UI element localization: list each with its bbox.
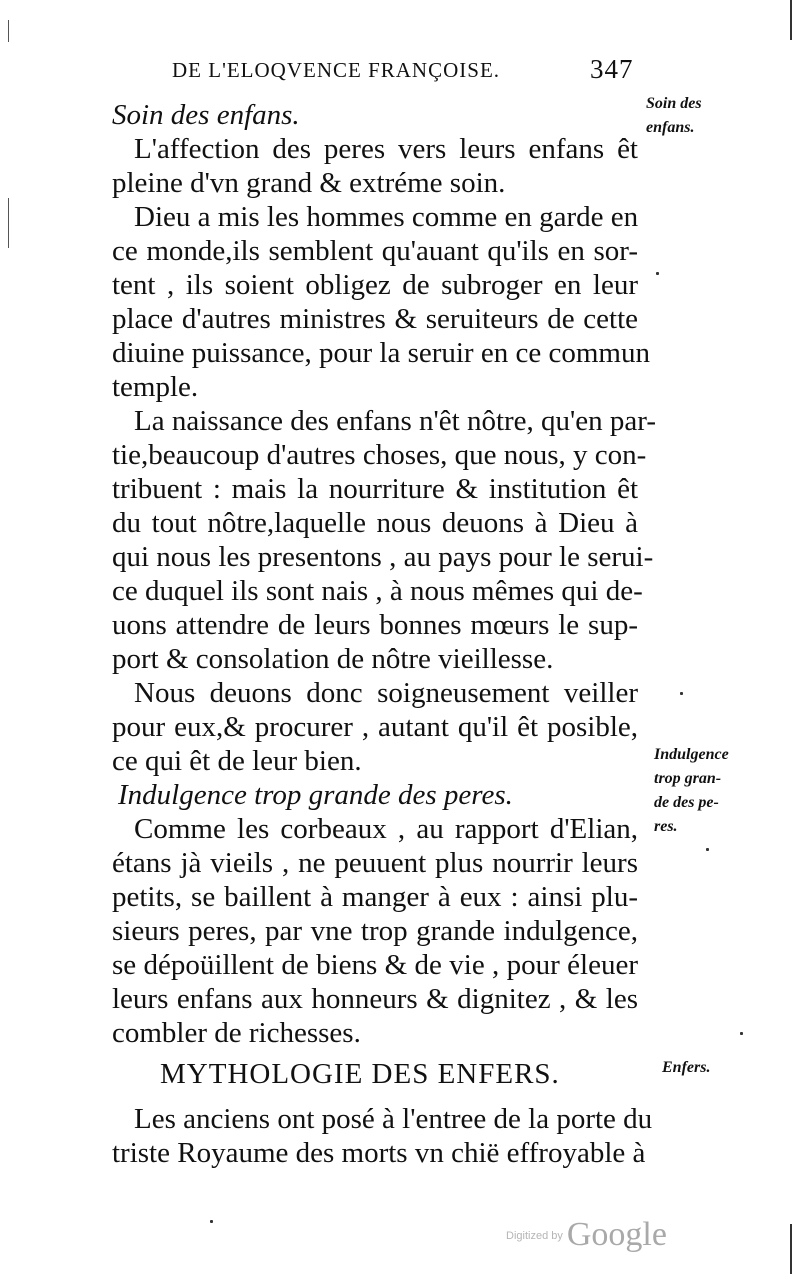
margin-note-line: Enfers. <box>662 1059 711 1076</box>
margin-note-line: enfans. <box>646 119 695 136</box>
text-line: place d'autres ministres & seruiteurs de cette <box>112 303 638 335</box>
text-line: diuine puissance, pour la seruir en ce commun <box>112 337 650 369</box>
margin-note-indulgence <box>654 743 729 839</box>
google-logo: Google <box>566 1216 667 1253</box>
running-head <box>172 54 634 84</box>
ink-speck <box>680 692 683 695</box>
text-line: sieurs peres, par vne trop grande indulgence, <box>112 915 638 947</box>
text-line: du tout nôtre,laquelle nous deuons à Dieu à <box>112 507 638 539</box>
ink-speck <box>740 1032 743 1035</box>
text-line: tent , ils soient obligez de subroger en leur <box>112 269 638 301</box>
text-line: ce monde,ils semblent qu'auant qu'ils en sor- <box>112 235 638 267</box>
margin-note-line: de des pe- <box>654 794 719 811</box>
text-line: petits, se baillent à manger à eux : ainsi plu- <box>112 881 638 913</box>
text-line: temple. <box>112 371 199 403</box>
ink-speck <box>210 1220 213 1223</box>
digitized-watermark <box>506 1216 667 1254</box>
text-line: ce duquel ils sont nais , à nous mêmes qui de- <box>112 575 643 607</box>
running-head-title: DE L'ELOQVENCE FRANÇOISE. <box>172 58 501 82</box>
margin-note-soin <box>646 92 702 140</box>
right-edge-mark <box>790 1224 792 1274</box>
text-line: tribuent : mais la nourriture & institution êt <box>112 473 638 505</box>
text-line: pour eux,& procurer , autant qu'il êt posible, <box>112 711 638 743</box>
text-line: qui nous les presentons , au pays pour le serui- <box>112 541 654 573</box>
text-line: ce qui êt de leur bien. <box>112 745 362 777</box>
text-line: Les anciens ont posé à l'entree de la porte du <box>134 1103 653 1135</box>
page-number: 347 <box>590 54 634 84</box>
text-line: Dieu a mis les hommes comme en garde en <box>134 201 639 233</box>
section-heading: MYTHOLOGIE DES ENFERS. <box>160 1058 560 1090</box>
margin-note-line: res. <box>654 818 678 835</box>
text-line: uons attendre de leurs bonnes mœurs le sup- <box>112 609 638 641</box>
text-line: tie,beaucoup d'autres choses, que nous, y con- <box>112 439 647 471</box>
text-line: leurs enfans aux honneurs & dignitez , & les <box>112 983 638 1015</box>
margin-note-line: Indulgence <box>654 746 729 763</box>
watermark-prefix: Digitized by <box>506 1230 563 1242</box>
rubric-soin-des-enfans: Soin des enfans. <box>112 99 300 131</box>
text-line: combler de richesses. <box>112 1017 361 1049</box>
text-line: La naissance des enfans n'êt nôtre, qu'en par- <box>134 405 656 437</box>
text-line: Nous deuons donc soigneusement veiller <box>134 677 638 709</box>
text-line: port & consolation de nôtre vieillesse. <box>112 643 554 675</box>
text-line: triste Royaume des morts vn chië effroyable à <box>112 1137 646 1169</box>
rubric-indulgence: Indulgence trop grande des peres. <box>118 779 513 811</box>
text-line: pleine d'vn grand & extréme soin. <box>112 167 506 199</box>
text-line: Comme les corbeaux , au rapport d'Elian, <box>134 813 638 845</box>
ink-speck <box>656 272 659 275</box>
margin-note-enfers <box>662 1056 710 1080</box>
ink-speck <box>706 848 709 851</box>
left-edge-mark <box>8 20 9 42</box>
margin-note-line: trop gran- <box>654 770 722 787</box>
text-line: L'affection des peres vers leurs enfans êt <box>134 133 638 165</box>
text-line: étans jà vieils , ne peuuent plus nourrir leurs <box>112 847 638 879</box>
text-line: se dépoüillent de biens & de vie , pour éleuer <box>112 949 638 981</box>
left-edge-mark <box>8 198 9 248</box>
right-edge-mark <box>790 0 792 40</box>
margin-note-line: Soin des <box>646 95 702 112</box>
